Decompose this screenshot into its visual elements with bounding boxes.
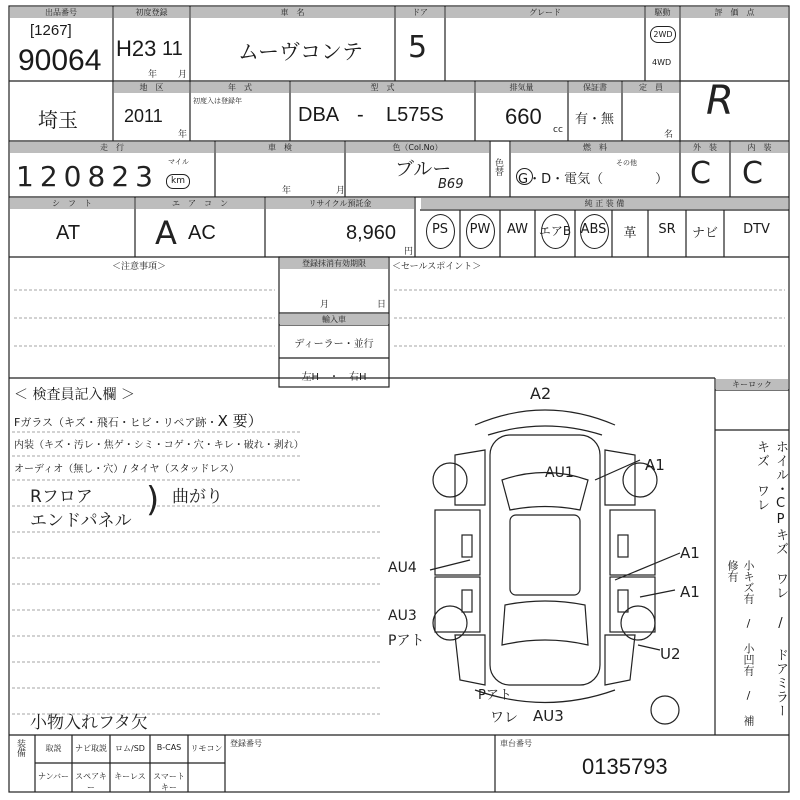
inspector-fglass-needed: X 要） xyxy=(217,412,263,430)
header-first-reg: 初度登録 xyxy=(114,7,189,18)
header-doors: ドア xyxy=(396,7,444,18)
header-import: 輸入車 xyxy=(280,314,388,325)
equip-sunroof: SR xyxy=(658,222,676,237)
interior-value: C xyxy=(742,156,763,191)
header-score: 評 価 点 xyxy=(681,7,788,18)
inspector-note-cover: 小物入れフタ欠 xyxy=(30,713,148,733)
header-lot: 出品番号 xyxy=(10,7,112,18)
damage-label: Pアト xyxy=(478,688,512,703)
displacement-unit: cc xyxy=(553,125,563,135)
header-inspection: 車 検 xyxy=(216,142,344,153)
mileage-digit: 0 xyxy=(63,160,88,193)
inspector-note-panel: エンドパネル xyxy=(30,511,132,531)
header-exterior: 外 装 xyxy=(681,142,729,153)
rear-window xyxy=(502,601,588,645)
damage-label: AU4 xyxy=(388,560,417,576)
mileage-digit: 2 xyxy=(111,160,136,193)
first-reg-value: H23 xyxy=(116,36,157,61)
header-region: 地 区 xyxy=(114,82,189,93)
inspector-audio-line: オーディオ（無し・穴）/ タイヤ（スタッドレス） xyxy=(14,464,240,475)
inspector-title: ＜ 検査員記入欄 ＞ xyxy=(14,387,135,403)
car-diagram xyxy=(380,385,710,735)
inspector-interior-line: 内装（キズ・汚レ・焦ゲ・シミ・コゲ・穴・キレ・破れ・剥れ） xyxy=(14,440,304,451)
first-reg-month: 11 xyxy=(162,38,183,60)
aircon-value: AC xyxy=(188,222,216,244)
capacity-unit: 名 xyxy=(664,130,674,140)
roof xyxy=(510,515,580,595)
header-grade: グレード xyxy=(446,7,644,18)
door-handle xyxy=(462,535,472,557)
cert-keyless: キーレス xyxy=(114,772,146,781)
header-shift: シ フ ト xyxy=(10,198,134,209)
year-value: 2011 xyxy=(124,106,163,126)
equip-abs: ABS xyxy=(580,222,607,237)
header-displacement: 排気量 xyxy=(476,82,567,93)
door-handle xyxy=(618,535,628,557)
recycle-yen: 円 xyxy=(404,247,414,257)
lot-number: 90064 xyxy=(18,44,102,77)
right-rear-door xyxy=(610,577,655,632)
mileage-unit: km xyxy=(166,174,190,189)
header-key-lock: キーロック xyxy=(716,379,788,390)
left-front-fender xyxy=(455,450,485,505)
side-note-wheel-mirror: ホイル・CPキズ ワレ / ドアミラーキズ ワレ xyxy=(754,440,788,718)
mileage-digit: 8 xyxy=(87,160,112,193)
header-fuel: 燃 料 xyxy=(511,142,679,153)
cert-navi-manual: ナビ取説 xyxy=(75,744,107,753)
drive-2wd: 2WD xyxy=(650,26,676,43)
inspector-note-floor: Rフロア xyxy=(30,487,93,507)
header-recycle: リサイクル預託金 xyxy=(266,198,414,209)
region-value: 埼玉 xyxy=(38,110,78,132)
header-car-name: 車 名 xyxy=(191,7,394,18)
cert-remote: リモコン xyxy=(190,744,223,753)
leader-line xyxy=(638,645,660,650)
damage-label: A1 xyxy=(680,583,700,601)
equip-pw-circle xyxy=(466,214,495,249)
first-reg-year-label: 年 xyxy=(148,70,158,80)
damage-label: A1 xyxy=(645,456,665,474)
front-hood-edge xyxy=(488,426,602,435)
header-color: 色（Col.No） xyxy=(346,142,489,153)
wheel-rear-right xyxy=(621,606,655,640)
doors-value: 5 xyxy=(408,30,428,65)
header-equipment: 純 正 装 備 xyxy=(421,198,788,209)
damage-label: AU1 xyxy=(545,465,574,481)
header-reg-expiry: 登録抹消有効期限 xyxy=(280,258,388,269)
model-dash: - xyxy=(357,104,364,126)
model-prefix: DBA xyxy=(298,104,340,126)
reg-expiry-month: 月 xyxy=(320,300,330,310)
fuel-selected-circle xyxy=(516,168,533,185)
first-reg-note: 初度入は登録年 xyxy=(193,97,242,105)
fuel-other-label: その他 xyxy=(616,159,637,167)
wheel-rear-left xyxy=(433,606,467,640)
equip-airbag: エアB xyxy=(538,224,572,238)
reg-expiry-day: 日 xyxy=(377,300,387,310)
header-drive: 駆動 xyxy=(646,7,679,18)
inspector-fglass xyxy=(14,410,263,431)
inspector-note-bracket: ) xyxy=(146,480,160,520)
inspection-month: 月 xyxy=(336,186,346,196)
fuel-value: G・D・電気（ ） xyxy=(518,172,669,187)
door-handle xyxy=(618,590,628,612)
import-dealer: ディーラー・並行 xyxy=(294,339,374,350)
color-code: B69 xyxy=(438,177,464,192)
color-change-label: 色替 xyxy=(493,158,503,176)
cert-rom-sd: ロム/SD xyxy=(115,744,145,753)
reg-number-label: 登録番号 xyxy=(230,739,262,748)
damage-label: U2 xyxy=(660,645,681,663)
car-name-value: ムーヴコンテ xyxy=(238,41,363,64)
damage-label: ワレ xyxy=(490,710,518,726)
spare-tire xyxy=(651,696,679,724)
cert-bcas: B-CAS xyxy=(156,743,182,752)
cert-number-plate: ナンバー xyxy=(37,772,70,781)
recycle-value: 8,960 xyxy=(346,222,397,244)
left-front-door xyxy=(435,510,480,575)
left-rear-fender xyxy=(455,635,485,685)
header-mileage: 走 行 xyxy=(10,142,214,153)
leader-line xyxy=(640,590,675,597)
cert-spare-key: スペアキー xyxy=(75,772,107,792)
equipment-side-label: 装備 xyxy=(15,739,25,757)
mileage-mile-label: マイル xyxy=(168,158,189,166)
damage-label: A1 xyxy=(680,544,700,562)
header-model: 型 式 xyxy=(291,82,474,93)
right-rear-fender xyxy=(605,635,635,685)
equip-leather: 革 xyxy=(623,226,637,241)
leader-line xyxy=(595,460,640,480)
mileage-digit: 2 xyxy=(39,160,64,193)
displacement-value: 660 xyxy=(505,104,542,129)
inspection-year: 年 xyxy=(282,186,292,196)
right-front-door xyxy=(610,510,655,575)
cert-smart-key: スマートキー xyxy=(153,772,185,792)
leader-line xyxy=(430,560,470,570)
header-year: 年 式 xyxy=(191,82,289,93)
chassis-value: 0135793 xyxy=(582,754,668,779)
header-warranty: 保証書 xyxy=(569,82,621,93)
damage-label: Pアト xyxy=(388,633,425,649)
mileage-digit: 1 xyxy=(16,160,40,193)
header-aircon: エ ア コ ン xyxy=(136,198,264,209)
wheel-front-left xyxy=(433,463,467,497)
shift-value: AT xyxy=(56,222,81,244)
equip-ps-circle xyxy=(426,214,455,249)
mileage-value xyxy=(16,160,159,193)
drive-4wd: 4WD xyxy=(652,58,672,67)
door-handle xyxy=(462,590,472,612)
side-note-repair: 小キズ有 / 小凹有 / 補修有 xyxy=(726,560,755,726)
import-handle: 左H ・ 右H xyxy=(301,372,367,383)
header-notes: ＜注意事項＞ xyxy=(112,262,167,272)
damage-label: AU3 xyxy=(533,707,564,725)
chassis-label: 車台番号 xyxy=(500,739,532,748)
inspector-note-bent: 曲がり xyxy=(172,487,223,507)
header-capacity: 定 員 xyxy=(623,82,679,93)
equip-airbag-circle xyxy=(541,214,570,249)
damage-label: A2 xyxy=(530,384,552,403)
damage-label: AU3 xyxy=(388,608,417,624)
year-label: 年 xyxy=(178,130,188,140)
equip-dtv: DTV xyxy=(743,222,770,237)
exterior-value: C xyxy=(690,156,711,191)
model-value: L575S xyxy=(386,104,444,126)
equip-aw: AW xyxy=(506,222,529,237)
header-sales-point: ＜セールスポイント＞ xyxy=(392,262,482,272)
lot-prefix: [1267] xyxy=(30,22,72,39)
warranty-value: 有・無 xyxy=(575,112,615,127)
equip-ps: PS xyxy=(431,222,449,237)
cert-manual: 取説 xyxy=(45,744,62,753)
front-bumper xyxy=(475,410,615,425)
left-rear-door xyxy=(435,577,480,632)
inspector-fglass-label: Fガラス（キズ・飛石・ヒビ・リペア跡・ xyxy=(14,416,218,429)
mileage-digit: 3 xyxy=(135,160,159,193)
score-value: R xyxy=(706,78,734,124)
header-interior: 内 装 xyxy=(731,142,788,153)
right-front-fender xyxy=(605,450,635,505)
color-name: ブルー xyxy=(395,158,452,180)
equip-navi: ナビ xyxy=(691,226,718,241)
equip-pw: PW xyxy=(469,222,491,237)
equip-abs-circle xyxy=(580,214,609,249)
first-reg-month-label: 月 xyxy=(178,70,188,80)
aircon-grade: A xyxy=(155,214,177,252)
